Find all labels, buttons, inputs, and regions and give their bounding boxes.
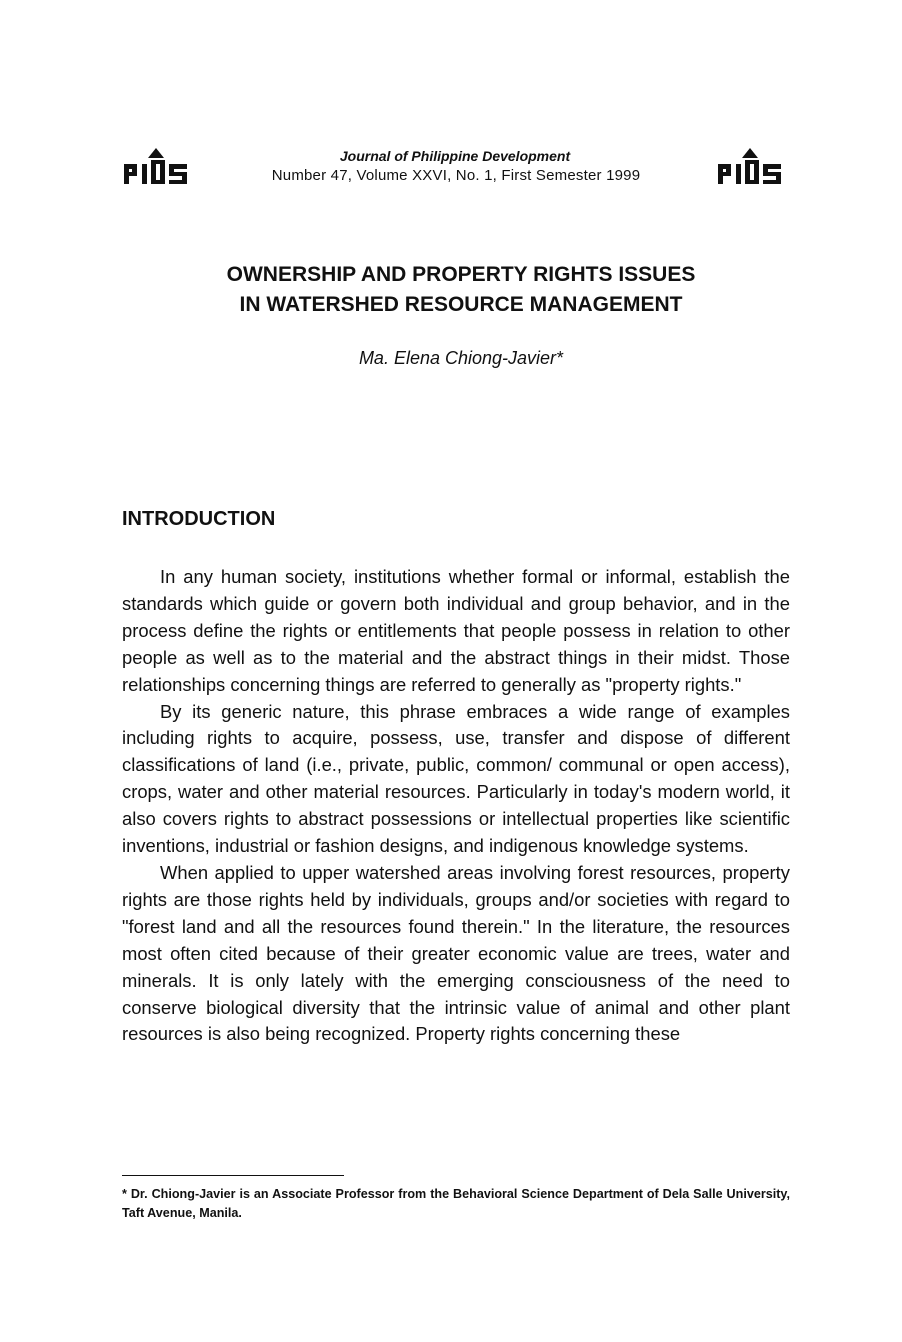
body-text (122, 564, 790, 1048)
footnote: * Dr. Chiong-Javier is an Associate Professor from the Behavioral Science Department of Dela Salle University, Taft Avenue, Manila. (122, 1187, 790, 1220)
article-title-line-1: OWNERSHIP AND PROPERTY RIGHTS ISSUES (226, 263, 696, 286)
article-author: Ma. Elena Chiong-Javier* (358, 348, 564, 368)
section-heading: INTRODUCTION (122, 508, 276, 530)
paragraph-2: By its generic nature, this phrase embraces a wide range of examples including rights to acquire, possess, use, transfer and dispose of different classifications of land (i.e., private, public, common/ communal or open access), crops, water and other material resources. Particularly in today's modern world, it also covers rights to abstract possessions or intellectual properties like scientific inventions, industrial or fashion designs, and indigenous knowledge systems. (122, 700, 790, 857)
footnote-divider (122, 1175, 344, 1176)
article-title (100, 260, 822, 320)
paragraph-3: When applied to upper watershed areas involving forest resources, property rights are those rights held by individuals, groups and/or societies with regard to "forest land and all the resources found therein." In the literature, the resources most often cited because of their greater economic value are trees, water and minerals. It is only lately with the emerging consciousness of the need to conserve biological diversity that the intrinsic value of animal and other plant resources is also being recognized. Property rights concerning these (122, 861, 790, 1045)
journal-name: Journal of Philippine Development (339, 148, 571, 164)
article-title-line-2: IN WATERSHED RESOURCE MANAGEMENT (239, 293, 683, 316)
pids-logo-right (716, 146, 790, 186)
pids-logo-left (122, 146, 196, 186)
paragraph-1: In any human society, institutions whether formal or informal, establish the standards which guide or govern both individual and group behavior, and in the process define the rights or entitlements that people possess in relation to other people as well as to the material and the abstract things in their midst. Those relationships concerning things are referred to generally as "property rights." (122, 566, 790, 695)
journal-issue-line: Number 47, Volume XXVI, No. 1, First Semester 1999 (271, 167, 641, 184)
pids-logo-icon (122, 146, 196, 186)
pids-logo-icon (716, 146, 790, 186)
